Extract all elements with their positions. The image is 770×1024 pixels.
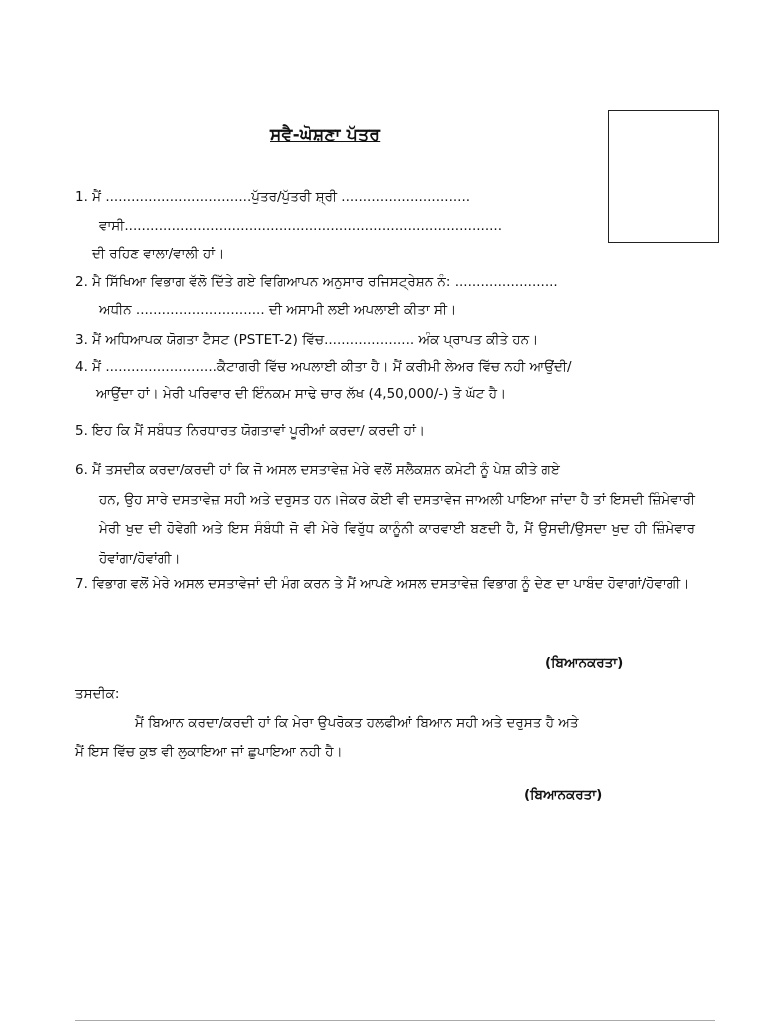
item1-line1: 1. ਮੈਂ ..................................ਪੁੱਤਰ/ਪੁੱਤਰੀ ਸ਼੍ਰੀ .............................. — [75, 189, 471, 205]
item5-line: 5. ਇਹ ਕਿ ਮੈਂ ਸਬੰਧਤ ਨਿਰਧਾਰਤ ਯੋਗਤਾਵਾਂ ਪੂਰੀਆਂ ਕਰਦਾ/ ਕਰਦੀ ਹਾਂ। — [75, 423, 425, 439]
item1-line2: ਵਾਸੀ........................................................................................ — [99, 218, 502, 234]
verification-label: ਤਸਦੀਕ: — [75, 686, 120, 702]
item4-line1: 4. ਮੈਂ ..........................ਕੈਟਾਗਰੀ ਵਿੱਚ ਅਪਲਾਈ ਕੀਤਾ ਹੈ। ਮੈਂ ਕਰੀਮੀ ਲੇਅਰ ਵਿੱਚ ਨਹੀ ਆਉਂਦੀ/ — [75, 359, 572, 375]
page-title: ਸਵੈ-ਘੋਸ਼ਣਾ ਪੱਤਰ — [270, 125, 381, 145]
item1-line3: ਦੀ ਰਹਿਣ ਵਾਲਾ/ਵਾਲੀ ਹਾਂ। — [92, 246, 225, 262]
signature-label-2: (ਬਿਆਨਕਰਤਾ) — [524, 787, 603, 803]
item2-line2: ਅਧੀਨ .............................. ਦੀ ਅਸਾਮੀ ਲਈ ਅਪਲਾਈ ਕੀਤਾ ਸੀ। — [99, 302, 457, 318]
signature-label-1: (ਬਿਆਨਕਰਤਾ) — [545, 655, 624, 671]
bottom-divider — [75, 1020, 715, 1021]
item6-lead: 6. ਮੈਂ ਤਸਦੀਕ ਕਰਦਾ/ਕਰਦੀ ਹਾਂ ਕਿ ਜੋ ਅਸਲ ਦਸਤਾਵੇਜ਼ ਮੇਰੇ ਵਲੋਂ ਸਲੈਕਸ਼ਨ ਕਮੇਟੀ ਨੂੰ ਪੇਸ਼ ਕੀਤੇ ਗਏ — [75, 462, 560, 478]
item6-rest: ਹਨ, ਉਹ ਸਾਰੇ ਦਸਤਾਵੇਜ਼ ਸਹੀ ਅਤੇ ਦਰੁਸਤ ਹਨ।ਜੇਕਰ ਕੋਈ ਵੀ ਦਸਤਾਵੇਜ ਜਾਅਲੀ ਪਾਇਆ ਜਾਂਦਾ ਹੈ ਤਾਂ ਇਸਦੀ ਜ਼ਿੰਮੇਵਾਰੀ ਮੇਰੀ ਖੁਦ ਦੀ ਹੋਵੇਗੀ ਅਤੇ ਇਸ ਸੰਬੰਧੀ ਜੋ ਵੀ ਮੇਰੇ ਵਿਰੁੱਧ ਕਾਨੂੰਨੀ ਕਾਰਵਾਈ ਬਣਦੀ ਹੈ, ਮੈਂ ਉਸਦੀ/ਉਸਦਾ ਖੁਦ ਹੀ ਜ਼ਿੰਮੇਵਾਰ ਹੋਵਾਂਗਾ/ਹੋਵਾਂਗੀ। — [99, 491, 695, 567]
item6-paragraph — [75, 456, 695, 574]
item2-line1: 2. ਮੈ ਸਿੱਖਿਆ ਵਿਭਾਗ ਵੱਲੋ ਦਿੱਤੇ ਗਏ ਵਿਗਿਆਪਨ ਅਨੁਸਾਰ ਰਜਿਸਟ੍ਰੇਸ਼ਨ ਨੰ: ........................ — [75, 274, 558, 290]
item3-line: 3. ਮੈਂ ਅਧਿਆਪਕ ਯੋਗਤਾ ਟੈਸਟ (PSTET-2) ਵਿੱਚ..................... ਅੰਕ ਪ੍ਰਾਪਤ ਕੀਤੇ ਹਨ। — [75, 332, 539, 348]
verification-line1: ਮੈਂ ਬਿਆਨ ਕਰਦਾ/ਕਰਦੀ ਹਾਂ ਕਿ ਮੇਰਾ ਉਪਰੋਕਤ ਹਲਫੀਆਂ ਬਿਆਨ ਸਹੀ ਅਤੇ ਦਰੁਸਤ ਹੈ ਅਤੇ — [135, 715, 579, 731]
item7-paragraph: 7. ਵਿਭਾਗ ਵਲੋਂ ਮੇਰੇ ਅਸਲ ਦਸਤਾਵੇਜਾਂ ਦੀ ਮੰਗ ਕਰਨ ਤੇ ਮੈਂ ਆਪਣੇ ਅਸਲ ਦਸਤਾਵੇਜ਼ ਵਿਭਾਗ ਨੂੰ ਦੇਣ ਦਾ ਪਾਬੰਦ ਹੋਵਾਗਾਂ/ਹੋਵਾਗੀ। — [75, 576, 690, 592]
verification-line2: ਮੈਂ ਇਸ ਵਿੱਚ ਕੁਝ ਵੀ ਲੁਕਾਇਆ ਜਾਂ ਛੁਪਾਇਆ ਨਹੀ ਹੈ। — [75, 744, 343, 760]
photo-placeholder-box — [608, 110, 719, 243]
item4-line2: ਆਉਂਦਾ ਹਾਂ। ਮੇਰੀ ਪਰਿਵਾਰ ਦੀ ਇੰਨਕਮ ਸਾਢੇ ਚਾਰ ਲੱਖ (4,50,000/-) ਤੋ ਘੱਟ ਹੈ। — [96, 386, 507, 402]
